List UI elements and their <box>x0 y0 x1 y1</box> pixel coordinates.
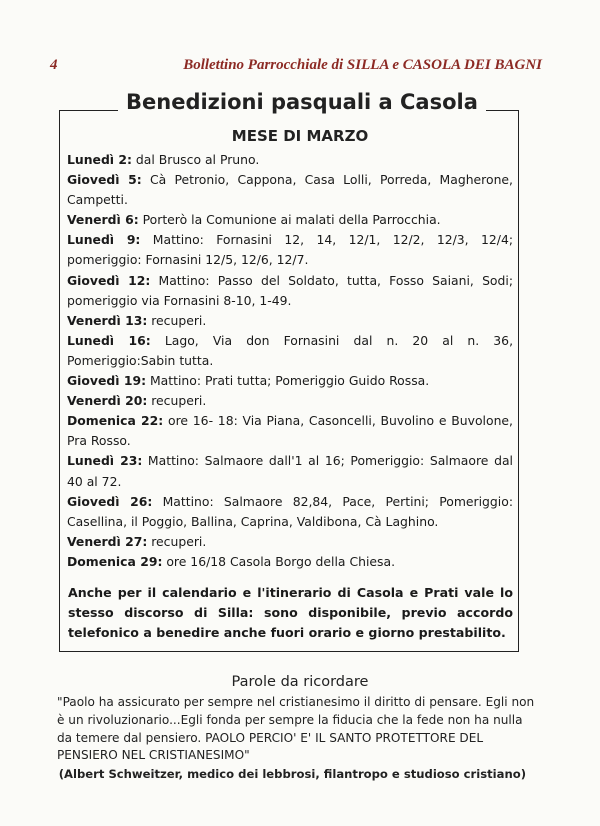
schedule-list <box>67 150 513 572</box>
quote-attribution: (Albert Schweitzer, medico dei lebbrosi, filantropo e studioso cristiano) <box>58 767 526 781</box>
entry-day: Venerdì 27: <box>67 533 148 549</box>
quote-text: "Paolo ha assicurato per sempre nel cristianesimo il diritto di pensare. Egli non è un rivoluzionario...Egli fonda per sempre la fiducia che la fede non ha nulla da temere dal pensiero. PAOLO PERCIO' E' IL SANTO PROTETTORE DEL PENSIERO NEL CRISTIANESIMO" <box>57 695 535 763</box>
entry-day: Lunedì 9: <box>67 232 141 248</box>
entry-text: Cà Petronio, Cappona, Casa Lolli, Porreda, Magherone, Campetti. <box>67 172 513 208</box>
schedule-entry <box>67 170 513 210</box>
schedule-entry <box>67 391 513 411</box>
page-header <box>44 57 542 77</box>
schedule-entry <box>67 371 513 391</box>
schedule-entry <box>67 552 513 572</box>
entry-text: recuperi. <box>147 533 207 549</box>
schedule-entry <box>67 230 513 270</box>
entry-day: Lunedì 2: <box>67 152 132 167</box>
entry-day: Lunedì 23: <box>67 453 143 469</box>
entry-text: Mattino: Fornasini 12, 14, 12/1, 12/2, 12/3, 12/4; pomeriggio: Fornasini 12/5, 12/6, 12/7. <box>67 232 514 268</box>
entry-day: Venerdì 6: <box>67 212 139 228</box>
entry-day: Venerdì 20: <box>67 393 148 409</box>
entry-day: Venerdì 13: <box>67 312 148 328</box>
month-heading: MESE DI MARZO <box>231 127 369 145</box>
box-title: Benedizioni pasquali a Casola <box>118 90 486 114</box>
schedule-entry <box>67 271 513 311</box>
entry-text: ore 16/18 Casola Borgo della Chiesa. <box>162 553 396 569</box>
entry-text: recuperi. <box>147 393 207 409</box>
schedule-entry <box>67 532 513 552</box>
schedule-entry <box>67 451 513 491</box>
entry-text: recuperi. <box>147 312 207 328</box>
entry-day: Giovedì 5: <box>67 172 142 188</box>
entry-text: Mattino: Prati tutta; Pomeriggio Guido Rossa. <box>146 373 430 389</box>
schedule-entry <box>67 311 513 331</box>
section-title: Parole da ricordare <box>231 674 369 690</box>
entry-text: Mattino: Salmaore dall'1 al 16; Pomeriggio: Salmaore dal 40 al 72. <box>67 453 513 489</box>
entry-text: ore 16- 18: Via Piana, Casoncelli, Buvolino e Buvolone, Pra Rosso. <box>67 413 513 449</box>
availability-note: Anche per il calendario e l'itinerario di Casola e Prati vale lo stesso discorso di Silla: sono disponibile, previo accordo telefonico a benedire anche fuori orario e giorno prestabilito. <box>68 585 513 640</box>
page-number: 4 <box>50 57 58 73</box>
entry-day: Domenica 29: <box>67 553 163 569</box>
bulletin-title: Bollettino Parrocchiale di SILLA e CASOLA DEI BAGNI <box>183 57 542 73</box>
schedule-entry <box>67 331 513 371</box>
entry-day: Domenica 22: <box>67 413 164 429</box>
schedule-entry <box>67 411 513 451</box>
schedule-entry <box>67 492 513 532</box>
entry-day: Giovedì 26: <box>67 493 153 509</box>
entry-day: Giovedì 12: <box>67 272 151 288</box>
entry-text: Mattino: Salmaore 82,84, Pace, Pertini; Pomeriggio: Casellina, il Poggio, Ballina, Caprina, Valdibona, Cà Laghino. <box>67 493 513 529</box>
entry-text: Porterò la Comunione ai malati della Parrocchia. <box>138 212 441 228</box>
entry-text: Mattino: Passo del Soldato, tutta, Fosso Saiani, Sodi; pomeriggio via Fornasini 8-10, 1-49. <box>67 272 513 308</box>
entry-text: Lago, Via don Fornasini dal n. 20 al n. 36, Pomeriggio:Sabin tutta. <box>67 332 514 368</box>
entry-text: dal Brusco al Pruno. <box>131 152 260 167</box>
schedule-entry <box>67 210 513 230</box>
entry-day: Giovedì 19: <box>67 373 147 389</box>
schedule-entry <box>67 150 513 170</box>
entry-day: Lunedì 16: <box>67 332 151 348</box>
